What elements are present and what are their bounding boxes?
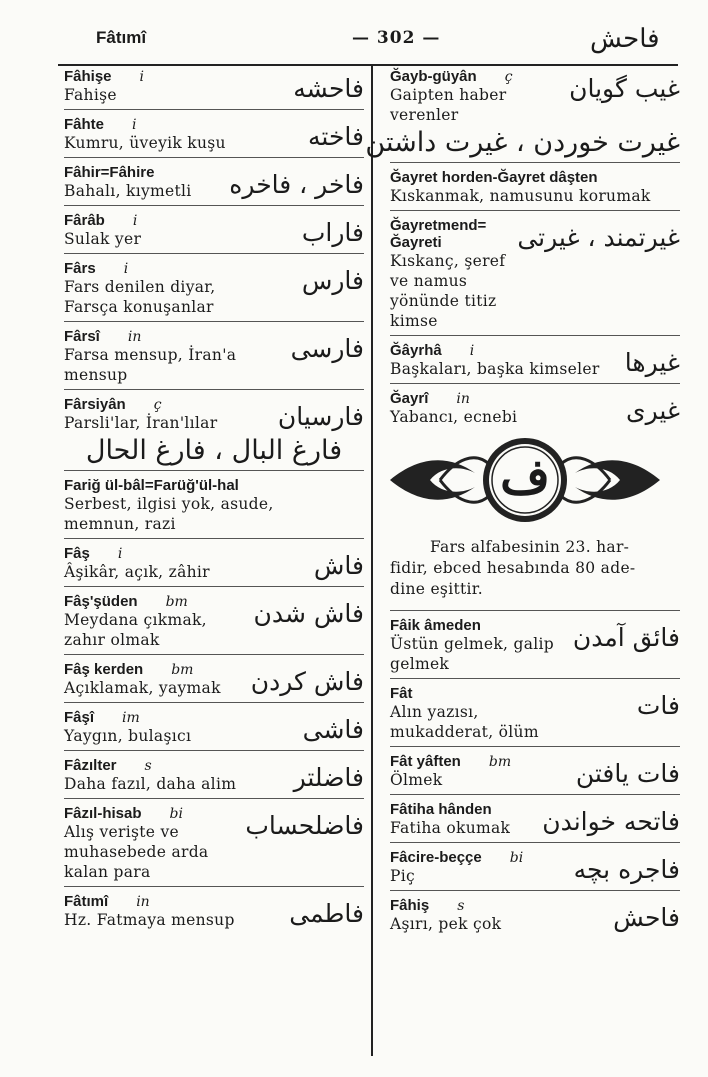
entry-row (390, 801, 680, 838)
term-line (64, 805, 245, 822)
divider (390, 842, 680, 843)
dictionary-entry (64, 328, 364, 385)
dictionary-entry (64, 593, 364, 650)
divider (390, 890, 680, 891)
entry-text (64, 709, 191, 746)
term-line (390, 342, 600, 359)
entry-row (390, 342, 680, 379)
term-line (64, 68, 144, 85)
dictionary-entry (64, 396, 364, 466)
entry-term: Fâş (64, 545, 90, 562)
entry-row (64, 477, 364, 534)
entry-text (64, 328, 291, 385)
entry-arabic-extra: غيرت خوردن ، غيرت داشتن (365, 127, 680, 158)
entry-term: Fâhiş (390, 897, 430, 914)
entry-arabic: غيب گويان (569, 74, 680, 103)
entry-definition: Kıskanç, şeref ve namus (390, 252, 506, 290)
entry-text (64, 477, 274, 534)
term-line (64, 893, 235, 910)
term-line (390, 801, 510, 818)
entry-definition: Farsa mensup, İran'a mensup (64, 346, 237, 384)
divider (390, 210, 680, 211)
term-line (64, 593, 207, 610)
entry-row (64, 396, 364, 433)
entry-text (390, 217, 517, 331)
entry-term: Fâtımî (64, 893, 109, 910)
entry-term: Fât (390, 685, 413, 702)
entry-definition: Yabancı, ecnebi (390, 408, 518, 426)
entry-definition: Üstün gelmek, galip gelmek (390, 635, 555, 673)
entry-definition: zahır olmak (64, 631, 160, 649)
entry-arabic: فاطمى (289, 899, 364, 928)
dictionary-entry (365, 68, 680, 158)
entry-term: Fâik âmeden (390, 617, 481, 634)
entry-row (64, 661, 364, 698)
term-line (64, 545, 210, 562)
term-line (64, 212, 141, 229)
entry-term: Ğayb-güyân (390, 68, 477, 85)
entry-abbreviation: i (139, 69, 145, 85)
ornament-letter: ف (500, 449, 550, 505)
entry-definition: yönünde titiz kimse (390, 292, 497, 330)
entry-definition: Açıklamak, yaymak (64, 679, 221, 697)
entry-term: Fâşî (64, 709, 95, 726)
divider (390, 794, 680, 795)
entry-arabic: فاضلتر (293, 763, 364, 792)
entry-arabic: فاحش (613, 903, 680, 932)
entry-text (64, 164, 192, 201)
entry-term: Fârâb (64, 212, 105, 229)
entry-term: Fât yâften (390, 753, 461, 770)
page-header (0, 20, 708, 64)
entry-text (390, 897, 501, 934)
entry-abbreviation: in (136, 894, 150, 910)
entry-definition: Farsça konuşanlar (64, 298, 214, 316)
entry-arabic: فارسيان (277, 402, 364, 431)
entry-arabic: فارس (301, 266, 364, 295)
entry-arabic: فات يافتن (575, 759, 680, 788)
term-line (64, 661, 221, 678)
entry-row (64, 328, 364, 385)
entry-row (390, 390, 680, 427)
entry-definition: Fatiha okumak (390, 819, 511, 837)
term-line (64, 116, 226, 133)
entry-arabic: فاخته (308, 122, 364, 151)
note-line: Fars alfabesinin 23. har- (430, 538, 630, 556)
entry-abbreviation: s (144, 758, 152, 774)
entry-term: Fâzıl-hisab (64, 805, 142, 822)
entry-text (390, 617, 573, 674)
entry-row (390, 897, 680, 934)
divider (64, 470, 364, 471)
entry-text (390, 753, 511, 790)
term-line (64, 328, 291, 345)
column-divider (371, 66, 373, 1056)
entry-abbreviation: i (117, 546, 123, 562)
entry-arabic: فائق آمدن (572, 623, 680, 652)
entry-text (390, 685, 539, 742)
page-number: — 302 — (352, 28, 441, 48)
entry-row (390, 753, 680, 790)
entry-term-continued: Ğayreti (390, 234, 442, 251)
entry-abbreviation: bi (509, 850, 524, 866)
entry-term: Fariğ ül-bâl=Farüğ'ül-hal (64, 477, 239, 494)
term-line (64, 260, 216, 277)
divider (64, 321, 364, 322)
entry-abbreviation: bm (488, 754, 512, 770)
entry-arabic: فاشى (302, 715, 364, 744)
divider (390, 678, 680, 679)
entry-arabic: غيرتمند ، غيرتى (517, 223, 680, 252)
entry-abbreviation: i (132, 117, 137, 133)
divider (64, 886, 364, 887)
entry-row (64, 709, 364, 746)
entry-term: Ğayrî (390, 390, 429, 407)
entry-definition: Kumru, üveyik kuşu (64, 134, 226, 152)
entry-definition: Alış verişte ve (64, 823, 179, 841)
right-entries-bottom (390, 617, 680, 934)
entry-text (390, 801, 510, 838)
entry-definition: Kıskanmak, namusunu korumak (390, 187, 651, 205)
term-line (390, 390, 517, 407)
entry-text (64, 260, 216, 317)
entry-row (390, 685, 680, 742)
dictionary-entry (64, 260, 364, 317)
term-line (390, 753, 511, 770)
entry-text (390, 342, 600, 379)
entry-arabic: فاش كردن (250, 667, 364, 696)
term-line (64, 477, 274, 494)
dictionary-entry (390, 849, 680, 886)
divider (64, 253, 364, 254)
dictionary-entry (390, 169, 680, 206)
entry-definition: Fars denilen diyar, (64, 278, 216, 296)
entry-text (64, 396, 217, 433)
dictionary-entry (390, 801, 680, 838)
entry-arabic: غيرها (624, 348, 680, 377)
entry-term: Fârs (64, 260, 96, 277)
term-line (390, 897, 501, 914)
entry-definition: mukadderat, ölüm (390, 723, 539, 741)
right-entries-top (365, 68, 680, 427)
entry-abbreviation: i (132, 213, 138, 229)
dictionary-entry (64, 116, 364, 153)
entry-term: Fâhir=Fâhire (64, 164, 155, 181)
entry-definition: Âşikâr, açık, zâhir (64, 563, 210, 581)
term-line (390, 849, 523, 866)
dictionary-entry (390, 897, 680, 934)
entry-arabic: فاتحه خواندن (542, 807, 680, 836)
entry-row (64, 593, 364, 650)
running-head-right: فاحش (590, 24, 660, 54)
entry-term: Ğâyrhâ (390, 342, 442, 359)
dictionary-entry (64, 709, 364, 746)
entry-abbreviation: bm (171, 662, 194, 678)
entry-term: Fâhişe (64, 68, 112, 85)
entry-abbreviation: ç (153, 397, 162, 413)
dictionary-entry (390, 342, 680, 379)
entry-definition: Gaipten haber verenler (390, 86, 507, 124)
entry-row (64, 893, 364, 930)
divider (64, 654, 364, 655)
entry-term: Fâş kerden (64, 661, 144, 678)
entry-row (64, 212, 364, 249)
entry-arabic: فاخر ، فاخره (229, 170, 364, 199)
divider (390, 610, 680, 611)
dictionary-entry (64, 893, 364, 930)
dictionary-entry (64, 545, 364, 582)
divider (64, 109, 364, 110)
entry-arabic: فاراب (301, 218, 364, 247)
term-line (390, 685, 539, 702)
divider (64, 389, 364, 390)
entry-arabic: فاضلحساب (245, 811, 364, 840)
term-line (64, 164, 192, 181)
divider (64, 586, 364, 587)
entry-definition: Sulak yer (64, 230, 142, 248)
term-line (64, 396, 217, 413)
entry-row (390, 68, 680, 125)
divider (64, 205, 364, 206)
entry-text (64, 116, 226, 153)
dictionary-entry (64, 477, 364, 534)
entry-text (64, 593, 207, 650)
divider (64, 750, 364, 751)
entry-definition: muhasebede arda kalan para (64, 843, 209, 881)
dictionary-entry (64, 805, 364, 882)
divider (64, 798, 364, 799)
entry-definition: Daha fazıl, daha alim (64, 775, 237, 793)
entry-text (64, 805, 245, 882)
right-column (365, 68, 680, 934)
term-line (390, 617, 573, 634)
entry-term: Fâzılter (64, 757, 117, 774)
note-line: fidir, ebced hesabında 80 ade- (390, 559, 636, 577)
header-rule (58, 64, 678, 66)
entry-abbreviation: in (127, 329, 142, 345)
entry-row (64, 116, 364, 153)
running-head-left: Fâtımî (96, 28, 147, 47)
divider (64, 538, 364, 539)
entry-row (64, 805, 364, 882)
dictionary-entry (390, 685, 680, 742)
entry-text (390, 849, 523, 886)
entry-definition: Ölmek (390, 771, 443, 789)
entry-row (390, 617, 680, 674)
entry-text (390, 68, 569, 125)
term-line (390, 169, 651, 186)
term-line (390, 68, 569, 85)
entry-definition: Hz. Fatmaya mensup (64, 911, 235, 929)
entry-arabic: غيرى (626, 396, 680, 425)
entry-text (64, 68, 144, 105)
entry-definition: Serbest, ilgisi yok, asude, (64, 495, 274, 513)
entry-definition: Aşırı, pek çok (390, 915, 502, 933)
note-line: dine eşittir. (390, 580, 483, 598)
entry-term: Fârsî (64, 328, 100, 345)
entry-text (64, 893, 235, 930)
term-line (64, 757, 236, 774)
entry-term: Ğayret horden-Ğayret dâşten (390, 169, 598, 186)
entry-definition: Başkaları, başka kimseler (390, 360, 600, 378)
entry-row (64, 545, 364, 582)
dictionary-entry (64, 212, 364, 249)
entry-abbreviation: bm (165, 594, 188, 610)
entry-term: Fâhte (64, 116, 105, 133)
letter-note (390, 537, 680, 600)
entry-text (64, 661, 221, 698)
entry-abbreviation: bi (169, 806, 183, 822)
term-line (64, 709, 191, 726)
entry-definition: Alın yazısı, (390, 703, 479, 721)
entry-term: Fârsiyân (64, 396, 126, 413)
divider (64, 157, 364, 158)
dictionary-entry (390, 753, 680, 790)
entry-definition: memnun, razi (64, 515, 176, 533)
entry-abbreviation: i (123, 261, 129, 277)
entry-row (390, 849, 680, 886)
divider (390, 162, 680, 163)
entry-arabic-extra: فارغ البال ، فارغ الحال (85, 435, 343, 466)
entry-definition: Bahalı, kıymetli (64, 182, 192, 200)
entry-arabic: فارسى (290, 334, 364, 363)
divider (390, 383, 680, 384)
entry-definition: Meydana çıkmak, (64, 611, 207, 629)
divider (390, 746, 680, 747)
dictionary-entry (64, 661, 364, 698)
entry-text (64, 212, 141, 249)
entry-arabic: فاحشه (293, 74, 364, 103)
entry-row (64, 164, 364, 201)
entry-text (64, 545, 210, 582)
entry-abbreviation: s (457, 898, 465, 914)
entry-arabic: فاش شدن (253, 599, 364, 628)
entry-row (64, 757, 364, 794)
dictionary-entry (64, 164, 364, 201)
entry-definition: Yaygın, bulaşıcı (64, 727, 192, 745)
dictionary-entry (390, 217, 680, 331)
entry-row (64, 68, 364, 105)
entry-definition: Fahişe (64, 86, 117, 104)
entry-abbreviation: im (122, 710, 140, 726)
entry-definition: Piç (390, 867, 415, 885)
entry-term: Fâcire-beççe (390, 849, 482, 866)
entry-row (64, 260, 364, 317)
entry-arabic: فاجره بچه (573, 855, 680, 884)
entry-arabic: فاش (313, 551, 364, 580)
entry-arabic: فات (636, 691, 680, 720)
entry-term: Ğayretmend= (390, 217, 487, 234)
entry-abbreviation: ç (504, 69, 513, 85)
entry-abbreviation: in (456, 391, 470, 407)
divider (390, 335, 680, 336)
dictionary-entry (64, 68, 364, 105)
dictionary-entry (390, 617, 680, 674)
entry-term: Fâş'şüden (64, 593, 138, 610)
entry-abbreviation: i (469, 343, 475, 359)
entry-term: Fâtiha hânden (390, 801, 492, 818)
dictionary-entry (64, 757, 364, 794)
letter-ornament (380, 435, 670, 525)
entry-row (390, 169, 680, 206)
entry-definition: Parsli'lar, İran'lılar (64, 414, 218, 432)
divider (64, 702, 364, 703)
entry-text (64, 757, 236, 794)
entry-text (390, 390, 517, 427)
dictionary-entry (390, 390, 680, 427)
left-column (64, 68, 364, 930)
entry-row (390, 217, 680, 331)
term-line (390, 217, 517, 234)
entry-text (390, 169, 651, 206)
